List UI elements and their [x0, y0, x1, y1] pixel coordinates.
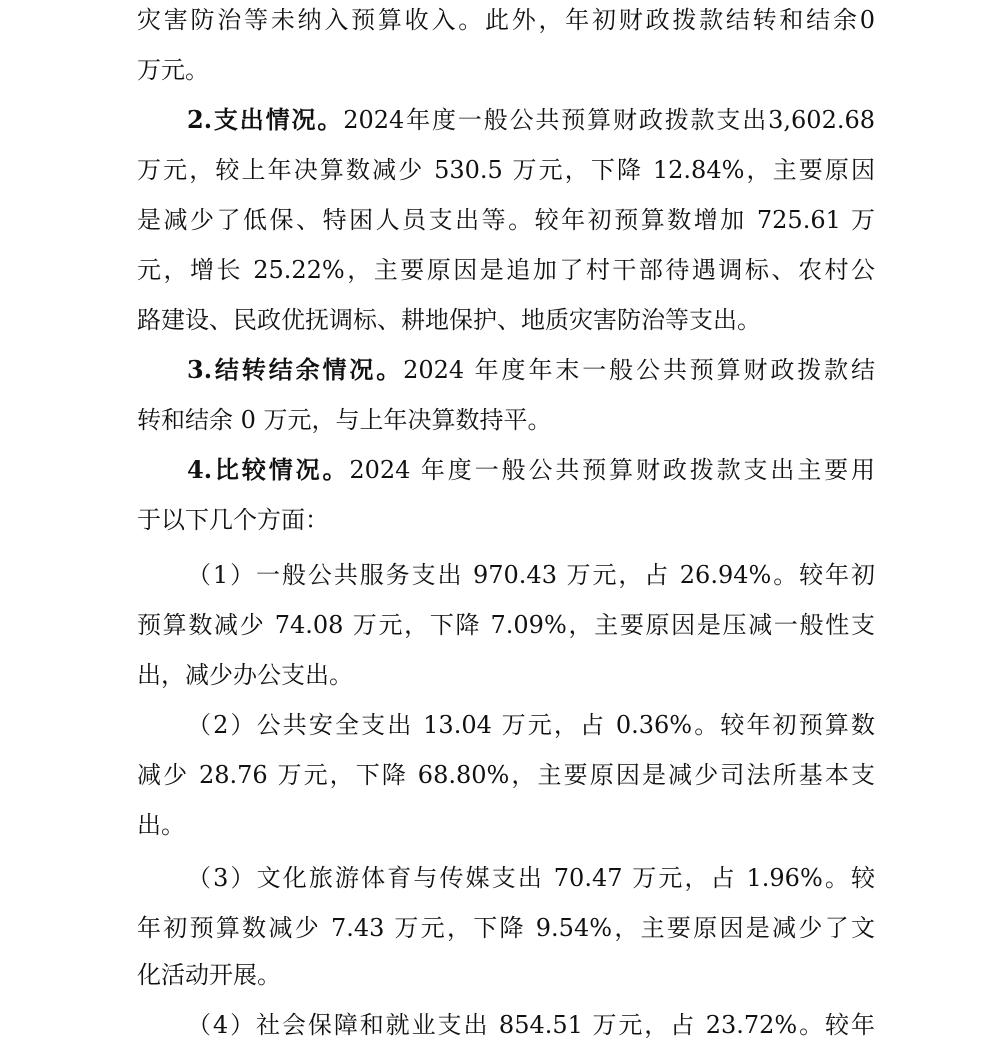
section-heading: 4.比较情况。	[187, 455, 350, 484]
line-text: 2024年度一般公共预算财政拨款支出3,602.68	[343, 106, 875, 134]
line-text: （2）公共安全支出 13.04 万元，占 0.36%。较年初预算数	[187, 711, 875, 739]
line-text: 转和结余 0 万元，与上年决算数持平。	[137, 406, 552, 434]
text-line	[137, 605, 875, 645]
line-text: 万元，较上年决算数减少 530.5 万元，下降 12.84%，主要原因	[137, 156, 875, 184]
line-text: 于以下几个方面：	[137, 506, 329, 534]
list-item-line	[187, 705, 875, 745]
text-line	[137, 300, 875, 340]
text-line	[137, 908, 875, 948]
line-text: 年初预算数减少 7.43 万元，下降 9.54%，主要原因是减少了文	[137, 914, 875, 942]
text-line	[137, 955, 875, 995]
section-heading-line	[187, 100, 875, 140]
line-text: 出。	[137, 811, 185, 839]
line-text: 预算数减少 74.08 万元，下降 7.09%，主要原因是压减一般性支	[137, 611, 875, 639]
text-line	[137, 400, 875, 440]
text-line	[137, 150, 875, 190]
text-line	[137, 755, 875, 795]
line-text: （1）一般公共服务支出 970.43 万元，占 26.94%。较年初	[187, 561, 875, 589]
line-text: 2024 年度年末一般公共预算财政拨款结	[403, 356, 875, 384]
line-text: 是减少了低保、特困人员支出等。较年初预算数增加 725.61 万	[137, 206, 875, 234]
list-item-line	[187, 858, 875, 898]
list-item-line	[187, 1005, 875, 1045]
line-text: 2024 年度一般公共预算财政拨款支出主要用	[349, 456, 875, 484]
line-text: 元，增长 25.22%，主要原因是追加了村干部待遇调标、农村公	[137, 256, 875, 284]
section-heading-line	[187, 450, 875, 490]
line-text: 万元。	[137, 56, 209, 84]
list-item-line	[187, 555, 875, 595]
line-text: 灾害防治等未纳入预算收入。此外，年初财政拨款结转和结余0	[137, 6, 875, 34]
text-line	[137, 500, 875, 540]
text-line	[137, 200, 875, 240]
text-line	[137, 0, 875, 40]
line-text: 化活动开展。	[137, 961, 281, 989]
section-heading: 2.支出情况。	[187, 105, 344, 134]
line-text: 减少 28.76 万元，下降 68.80%，主要原因是减少司法所基本支	[137, 761, 875, 789]
line-text: （3）文化旅游体育与传媒支出 70.47 万元，占 1.96%。较	[187, 864, 875, 892]
text-line	[137, 655, 875, 695]
text-line	[137, 805, 875, 845]
text-line	[137, 50, 875, 90]
section-heading-line	[187, 350, 875, 390]
line-text: 路建设、民政优抚调标、耕地保护、地质灾害防治等支出。	[137, 306, 761, 334]
line-text: （4）社会保障和就业支出 854.51 万元，占 23.72%。较年	[187, 1011, 875, 1039]
text-line	[137, 250, 875, 290]
section-heading: 3.结转结余情况。	[187, 355, 404, 384]
line-text: 出，减少办公支出。	[137, 661, 353, 689]
